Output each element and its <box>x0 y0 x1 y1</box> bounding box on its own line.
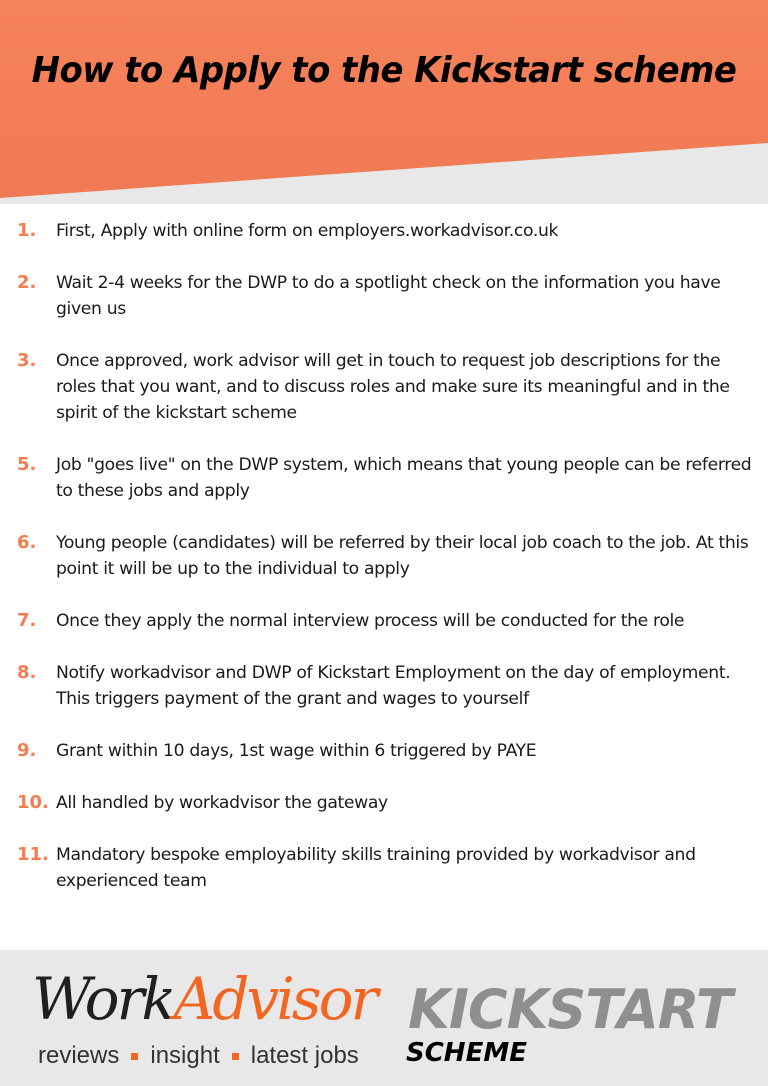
step-text: Once they apply the normal interview process will be conducted for the role <box>56 611 685 631</box>
step-item <box>0 348 768 426</box>
step-number: 7. <box>17 610 37 631</box>
workadvisor-logo <box>30 964 380 1074</box>
step-number: 3. <box>17 350 37 371</box>
step-item <box>0 452 768 504</box>
step-text: Once approved, work advisor will get in touch to request job descriptions for the roles that you want, and to discuss roles and make sure its meaningful and in the spirit of the kickstart scheme <box>56 351 730 423</box>
step-text: All handled by workadvisor the gateway <box>56 793 388 813</box>
tagline-reviews: reviews <box>38 1042 120 1069</box>
kickstart-wordmark: KICKSTART <box>408 978 732 1041</box>
square-bullet-icon <box>232 1053 239 1060</box>
step-item <box>0 660 768 712</box>
step-number: 11. <box>17 844 49 865</box>
step-item <box>0 842 768 894</box>
step-text: Young people (candidates) will be referred by their local job coach to the job. At this point it will be up to the individual to apply <box>56 533 749 579</box>
step-text: Notify workadvisor and DWP of Kickstart Employment on the day of employment. This triggers payment of the grant and wages to yourself <box>56 663 731 709</box>
page-title: How to Apply to the Kickstart scheme <box>31 50 737 91</box>
header-banner <box>0 0 768 204</box>
footer-logos <box>0 950 768 1086</box>
step-text: Mandatory bespoke employability skills training provided by workadvisor and experienced team <box>56 845 696 891</box>
tagline-latest-jobs: latest jobs <box>250 1042 359 1069</box>
step-number: 2. <box>17 272 37 293</box>
workadvisor-wordmark <box>32 964 375 1034</box>
workadvisor-tagline <box>38 1042 359 1070</box>
step-item <box>0 270 768 322</box>
step-number: 8. <box>17 662 37 683</box>
step-item <box>0 530 768 582</box>
step-item <box>0 608 768 634</box>
step-number: 10. <box>17 792 49 813</box>
step-number: 1. <box>17 220 37 241</box>
step-text: First, Apply with online form on employers.workadvisor.co.uk <box>56 221 559 241</box>
step-text: Wait 2-4 weeks for the DWP to do a spotlight check on the information you have given us <box>56 273 721 319</box>
step-number: 9. <box>17 740 37 761</box>
scheme-wordmark: SCHEME <box>406 1038 527 1068</box>
step-number: 6. <box>17 532 37 553</box>
workadvisor-advisor-text: Advisor <box>173 965 376 1033</box>
kickstart-scheme-logo <box>408 980 768 1080</box>
step-item <box>0 738 768 764</box>
header-diagonal-shape <box>0 0 768 204</box>
step-text: Grant within 10 days, 1st wage within 6 triggered by PAYE <box>56 741 537 761</box>
workadvisor-work-text: Work <box>32 965 174 1033</box>
square-bullet-icon <box>131 1053 138 1060</box>
step-text: Job "goes live" on the DWP system, which means that young people can be referred to these jobs and apply <box>56 455 752 501</box>
step-number: 5. <box>17 454 37 475</box>
tagline-insight: insight <box>150 1042 220 1069</box>
step-item <box>0 790 768 816</box>
step-item <box>0 218 768 244</box>
